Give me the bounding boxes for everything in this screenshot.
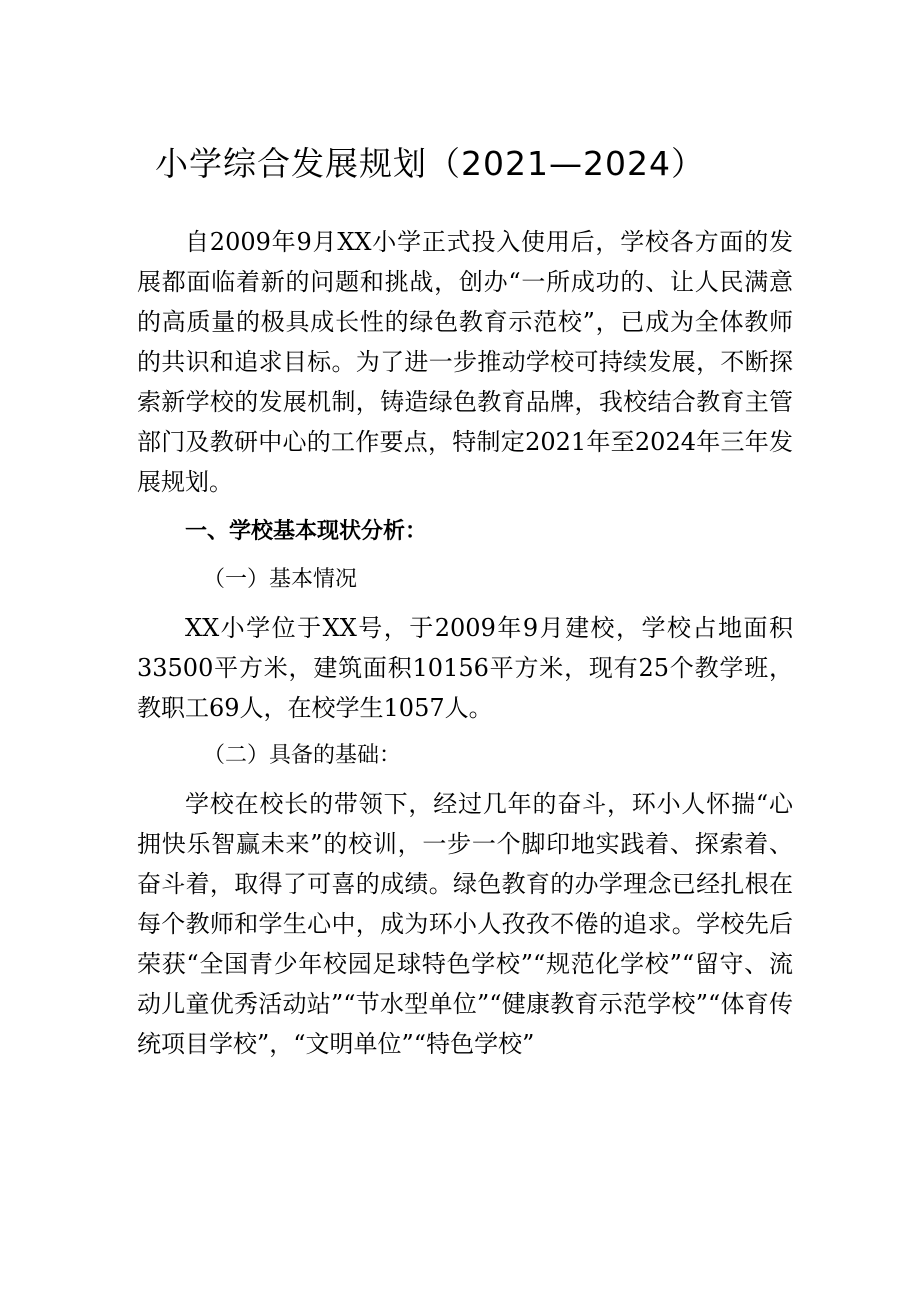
subsection-heading-basic-info: （一）基本情况 [203,567,358,592]
document-body [137,222,793,1064]
intro-paragraph: 自2009年9月XX小学正式投入使用后，学校各方面的发展都面临着新的问题和挑战，创办“一所成功的、让人民满意的高质量的极具成长性的绿色教育示范校”，已成为全体教师的共识和追求目标。为了进一步推动学校可持续发展，不断探索新学校的发展机制，铸造绿色教育品牌，我校结合教育主管部门及教研中心的工作要点，特制定2021年至2024年三年发展规划。 [137,228,793,496]
basic-info-paragraph: XX小学位于XX号，于2009年9月建校，学校占地面积33500平方米，建筑面积10156平方米，现有25个教学班，教职工69人，在校学生1057人。 [137,614,793,722]
section-heading-status-analysis: 一、学校基本现状分析： [185,519,428,544]
subsection-heading-foundation: （二）具备的基础： [203,743,402,768]
document-title: 小学综合发展规划（2021—2024） [155,144,705,183]
foundation-paragraph: 学校在校长的带领下，经过几年的奋斗，环小人怀揣“心拥快乐智赢未来”的校训，一步一个脚印地实践着、探索着、奋斗着，取得了可喜的成绩。绿色教育的办学理念已经扎根在每个教师和学生心中，成为环小人孜孜不倦的追求。学校先后荣获“全国青少年校园足球特色学校”“规范化学校”“留守、流动儿童优秀活动站”“节水型单位”“健康教育示范学校”“体育传统项目学校”，“文明单位”“特色学校” [137,790,793,1058]
